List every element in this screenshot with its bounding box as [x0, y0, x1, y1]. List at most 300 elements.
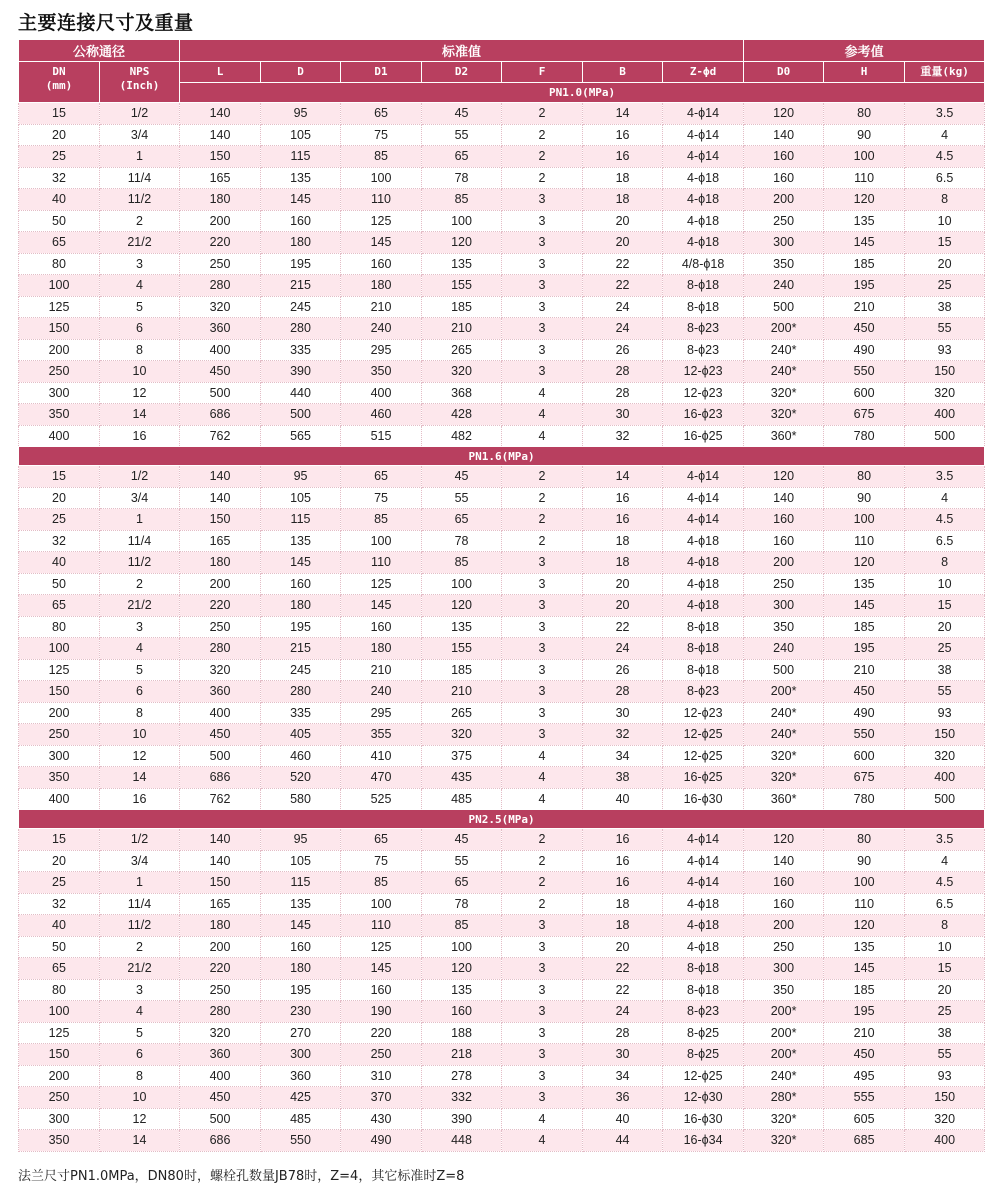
group-header-standard: 标准值: [180, 40, 744, 62]
table-cell: 160: [422, 1001, 502, 1023]
table-cell: 150: [180, 509, 261, 531]
table-cell: 78: [422, 530, 502, 552]
table-cell: 4-ϕ18: [663, 232, 744, 254]
table-cell: 16: [583, 850, 663, 872]
table-cell: 8-ϕ18: [663, 638, 744, 660]
table-body: [19, 103, 985, 1152]
table-cell: 430: [341, 1108, 422, 1130]
table-cell: 55: [905, 1044, 985, 1066]
table-cell: 38: [905, 1022, 985, 1044]
table-cell: 26: [583, 659, 663, 681]
table-cell: 500: [180, 1108, 261, 1130]
table-cell: 32: [19, 530, 100, 552]
column-header-dn-unit: (mm): [45, 79, 73, 92]
table-cell: 360: [261, 1065, 341, 1087]
table-cell: 240: [744, 638, 824, 660]
table-cell: 265: [422, 702, 502, 724]
table-cell: 150: [905, 1087, 985, 1109]
table-row: [19, 382, 985, 404]
table-cell: 600: [824, 745, 905, 767]
table-cell: 440: [261, 382, 341, 404]
table-cell: 675: [824, 404, 905, 426]
table-cell: 405: [261, 724, 341, 746]
table-cell: 15: [905, 595, 985, 617]
table-cell: 360: [180, 681, 261, 703]
table-cell: 8-ϕ18: [663, 616, 744, 638]
table-cell: 21/2: [100, 595, 180, 617]
table-row: [19, 702, 985, 724]
table-cell: 220: [180, 958, 261, 980]
table-cell: 320: [905, 745, 985, 767]
table-cell: 120: [422, 958, 502, 980]
table-cell: 320: [905, 382, 985, 404]
table-cell: 4-ϕ14: [663, 146, 744, 168]
table-cell: 185: [422, 296, 502, 318]
table-cell: 12: [100, 745, 180, 767]
table-cell: 6.5: [905, 167, 985, 189]
table-cell: 135: [824, 936, 905, 958]
table-cell: 80: [824, 829, 905, 851]
table-cell: 4: [502, 745, 583, 767]
column-header-l: L: [180, 62, 261, 83]
table-cell: 200*: [744, 1001, 824, 1023]
table-cell: 135: [261, 530, 341, 552]
table-cell: 580: [261, 788, 341, 810]
table-cell: 55: [905, 681, 985, 703]
table-cell: 4: [502, 788, 583, 810]
table-cell: 240: [341, 318, 422, 340]
table-cell: 195: [261, 616, 341, 638]
table-cell: 185: [824, 616, 905, 638]
table-cell: 210: [341, 296, 422, 318]
table-cell: 16-ϕ30: [663, 1108, 744, 1130]
table-cell: 762: [180, 788, 261, 810]
table-cell: 360*: [744, 425, 824, 447]
table-cell: 24: [583, 638, 663, 660]
table-cell: 30: [583, 702, 663, 724]
table-cell: 8: [100, 702, 180, 724]
table-cell: 240: [744, 275, 824, 297]
table-cell: 16-ϕ34: [663, 1130, 744, 1152]
table-cell: 10: [905, 573, 985, 595]
table-cell: 32: [19, 167, 100, 189]
table-cell: 8-ϕ25: [663, 1044, 744, 1066]
table-cell: 780: [824, 788, 905, 810]
pressure-section-label: PN1.0(MPa): [180, 83, 985, 103]
table-cell: 85: [341, 509, 422, 531]
table-cell: 45: [422, 829, 502, 851]
table-row: [19, 850, 985, 872]
table-cell: 220: [180, 232, 261, 254]
table-cell: 34: [583, 1065, 663, 1087]
table-cell: 3: [502, 616, 583, 638]
table-cell: 300: [744, 958, 824, 980]
table-cell: 50: [19, 573, 100, 595]
table-cell: 150: [180, 146, 261, 168]
table-cell: 55: [422, 850, 502, 872]
table-cell: 4.5: [905, 146, 985, 168]
table-cell: 105: [261, 124, 341, 146]
table-cell: 320: [180, 296, 261, 318]
table-cell: 28: [583, 1022, 663, 1044]
table-row: [19, 253, 985, 275]
table-cell: 4.5: [905, 509, 985, 531]
table-cell: 15: [19, 103, 100, 125]
table-cell: 400: [180, 339, 261, 361]
table-row: [19, 724, 985, 746]
table-cell: 350: [744, 979, 824, 1001]
table-cell: 565: [261, 425, 341, 447]
table-cell: 160: [341, 253, 422, 275]
table-cell: 100: [422, 936, 502, 958]
table-cell: 145: [824, 958, 905, 980]
column-header-z-phi-d: Z-ϕd: [663, 62, 744, 83]
table-cell: 2: [502, 146, 583, 168]
table-cell: 2: [100, 573, 180, 595]
table-cell: 185: [824, 979, 905, 1001]
table-cell: 55: [422, 124, 502, 146]
table-cell: 686: [180, 404, 261, 426]
table-row: [19, 1108, 985, 1130]
table-cell: 200: [180, 573, 261, 595]
table-cell: 12-ϕ23: [663, 702, 744, 724]
table-cell: 65: [422, 146, 502, 168]
table-row: [19, 232, 985, 254]
table-cell: 100: [824, 146, 905, 168]
table-cell: 4-ϕ14: [663, 124, 744, 146]
table-cell: 12-ϕ23: [663, 382, 744, 404]
table-cell: 3: [502, 253, 583, 275]
table-cell: 265: [422, 339, 502, 361]
table-cell: 18: [583, 552, 663, 574]
table-cell: 180: [341, 638, 422, 660]
table-cell: 100: [19, 275, 100, 297]
table-cell: 240*: [744, 702, 824, 724]
table-cell: 450: [180, 361, 261, 383]
table-row: [19, 745, 985, 767]
table-cell: 120: [422, 232, 502, 254]
table-cell: 490: [824, 339, 905, 361]
table-cell: 240*: [744, 724, 824, 746]
table-cell: 28: [583, 361, 663, 383]
table-cell: 240*: [744, 361, 824, 383]
table-cell: 220: [180, 595, 261, 617]
table-cell: 34: [583, 745, 663, 767]
table-cell: 500: [180, 382, 261, 404]
table-cell: 4-ϕ14: [663, 509, 744, 531]
table-cell: 125: [341, 936, 422, 958]
table-cell: 26: [583, 339, 663, 361]
table-cell: 145: [261, 915, 341, 937]
table-cell: 40: [19, 915, 100, 937]
table-cell: 16: [583, 872, 663, 894]
table-cell: 95: [261, 103, 341, 125]
table-row: [19, 425, 985, 447]
table-cell: 3: [502, 1087, 583, 1109]
group-header-row: [19, 40, 985, 62]
table-row: [19, 616, 985, 638]
table-cell: 400: [19, 788, 100, 810]
table-cell: 310: [341, 1065, 422, 1087]
table-cell: 3: [502, 979, 583, 1001]
table-cell: 65: [341, 466, 422, 488]
table-cell: 350: [744, 253, 824, 275]
table-cell: 140: [180, 850, 261, 872]
table-cell: 6.5: [905, 893, 985, 915]
table-cell: 195: [824, 638, 905, 660]
table-cell: 250: [341, 1044, 422, 1066]
table-cell: 3: [502, 702, 583, 724]
table-cell: 140: [180, 103, 261, 125]
table-cell: 32: [583, 425, 663, 447]
table-cell: 200: [19, 702, 100, 724]
table-cell: 21/2: [100, 232, 180, 254]
table-cell: 44: [583, 1130, 663, 1152]
table-cell: 320: [905, 1108, 985, 1130]
table-cell: 270: [261, 1022, 341, 1044]
table-cell: 250: [180, 979, 261, 1001]
table-cell: 3: [502, 936, 583, 958]
table-cell: 20: [905, 253, 985, 275]
table-cell: 200*: [744, 318, 824, 340]
table-cell: 135: [824, 573, 905, 595]
table-cell: 278: [422, 1065, 502, 1087]
table-cell: 6.5: [905, 530, 985, 552]
table-cell: 200*: [744, 1022, 824, 1044]
table-cell: 320*: [744, 1130, 824, 1152]
table-cell: 360: [180, 1044, 261, 1066]
table-cell: 180: [261, 232, 341, 254]
table-cell: 80: [19, 253, 100, 275]
table-cell: 450: [824, 1044, 905, 1066]
table-cell: 20: [19, 850, 100, 872]
table-row: [19, 659, 985, 681]
table-cell: 1: [100, 872, 180, 894]
table-cell: 360: [180, 318, 261, 340]
table-cell: 210: [341, 659, 422, 681]
table-cell: 375: [422, 745, 502, 767]
table-cell: 95: [261, 829, 341, 851]
table-cell: 4/8-ϕ18: [663, 253, 744, 275]
table-cell: 22: [583, 958, 663, 980]
table-row: [19, 103, 985, 125]
table-cell: 16-ϕ25: [663, 767, 744, 789]
table-cell: 320*: [744, 382, 824, 404]
table-cell: 4-ϕ18: [663, 573, 744, 595]
table-cell: 335: [261, 702, 341, 724]
table-cell: 4: [100, 1001, 180, 1023]
table-cell: 25: [905, 638, 985, 660]
table-cell: 100: [341, 893, 422, 915]
table-cell: 4-ϕ18: [663, 915, 744, 937]
table-cell: 3: [502, 573, 583, 595]
table-cell: 10: [100, 1087, 180, 1109]
table-cell: 110: [341, 552, 422, 574]
table-cell: 110: [824, 530, 905, 552]
table-cell: 1/2: [100, 466, 180, 488]
table-cell: 160: [744, 509, 824, 531]
table-cell: 135: [261, 167, 341, 189]
table-cell: 3/4: [100, 487, 180, 509]
table-cell: 2: [502, 530, 583, 552]
table-cell: 4-ϕ18: [663, 595, 744, 617]
table-cell: 16-ϕ23: [663, 404, 744, 426]
table-cell: 215: [261, 275, 341, 297]
table-cell: 25: [19, 872, 100, 894]
table-row: [19, 788, 985, 810]
table-cell: 4-ϕ18: [663, 189, 744, 211]
group-header-nominal: 公称通径: [19, 40, 180, 62]
table-cell: 320: [180, 659, 261, 681]
table-cell: 32: [583, 724, 663, 746]
table-cell: 125: [341, 573, 422, 595]
table-row: [19, 189, 985, 211]
table-cell: 140: [180, 466, 261, 488]
table-cell: 12-ϕ25: [663, 1065, 744, 1087]
table-cell: 25: [19, 509, 100, 531]
table-row: [19, 124, 985, 146]
table-cell: 11/2: [100, 189, 180, 211]
table-cell: 8: [905, 189, 985, 211]
table-cell: 190: [341, 1001, 422, 1023]
table-cell: 195: [824, 1001, 905, 1023]
table-cell: 3.5: [905, 103, 985, 125]
table-cell: 280: [180, 1001, 261, 1023]
table-cell: 1: [100, 509, 180, 531]
table-cell: 10: [100, 724, 180, 746]
table-cell: 120: [744, 466, 824, 488]
table-cell: 3: [502, 958, 583, 980]
table-cell: 24: [583, 318, 663, 340]
table-cell: 250: [744, 936, 824, 958]
table-cell: 200: [744, 189, 824, 211]
table-cell: 93: [905, 702, 985, 724]
table-cell: 500: [744, 296, 824, 318]
table-cell: 3/4: [100, 124, 180, 146]
table-cell: 65: [422, 509, 502, 531]
table-cell: 515: [341, 425, 422, 447]
table-cell: 2: [502, 487, 583, 509]
table-cell: 490: [341, 1130, 422, 1152]
table-cell: 3/4: [100, 850, 180, 872]
table-cell: 160: [261, 936, 341, 958]
table-cell: 120: [422, 595, 502, 617]
table-cell: 210: [422, 681, 502, 703]
table-cell: 75: [341, 850, 422, 872]
table-cell: 6: [100, 1044, 180, 1066]
table-cell: 8: [905, 552, 985, 574]
column-header-nps-unit: (Inch): [119, 79, 160, 92]
table-cell: 460: [341, 404, 422, 426]
table-cell: 448: [422, 1130, 502, 1152]
table-row: [19, 339, 985, 361]
table-cell: 350: [341, 361, 422, 383]
table-cell: 200: [180, 936, 261, 958]
table-cell: 245: [261, 659, 341, 681]
table-cell: 470: [341, 767, 422, 789]
table-cell: 12-ϕ25: [663, 745, 744, 767]
table-cell: 3: [502, 232, 583, 254]
table-cell: 4: [502, 425, 583, 447]
table-cell: 320: [422, 724, 502, 746]
table-row: [19, 1044, 985, 1066]
column-header-b: B: [583, 62, 663, 83]
table-cell: 18: [583, 530, 663, 552]
table-cell: 350: [19, 767, 100, 789]
table-cell: 485: [422, 788, 502, 810]
table-cell: 40: [19, 552, 100, 574]
table-cell: 15: [19, 829, 100, 851]
table-cell: 8-ϕ23: [663, 339, 744, 361]
column-header-nps: [100, 62, 180, 103]
table-cell: 65: [341, 829, 422, 851]
table-cell: 240*: [744, 1065, 824, 1087]
table-cell: 155: [422, 638, 502, 660]
table-cell: 3.5: [905, 466, 985, 488]
table-cell: 4: [905, 124, 985, 146]
table-cell: 4-ϕ18: [663, 530, 744, 552]
table-cell: 3: [502, 724, 583, 746]
table-cell: 200: [180, 210, 261, 232]
table-cell: 485: [261, 1108, 341, 1130]
table-cell: 3: [502, 1022, 583, 1044]
table-cell: 14: [100, 404, 180, 426]
table-cell: 335: [261, 339, 341, 361]
table-row: [19, 1065, 985, 1087]
table-cell: 85: [341, 872, 422, 894]
table-cell: 100: [422, 573, 502, 595]
table-cell: 120: [824, 915, 905, 937]
table-cell: 2: [502, 850, 583, 872]
table-cell: 220: [341, 1022, 422, 1044]
table-cell: 12: [100, 1108, 180, 1130]
table-cell: 200: [19, 339, 100, 361]
table-cell: 80: [19, 979, 100, 1001]
table-cell: 20: [583, 232, 663, 254]
table-row: [19, 509, 985, 531]
table-row: [19, 275, 985, 297]
table-cell: 11/2: [100, 552, 180, 574]
table-cell: 40: [583, 1108, 663, 1130]
table-cell: 4-ϕ14: [663, 487, 744, 509]
table-cell: 500: [261, 404, 341, 426]
table-cell: 218: [422, 1044, 502, 1066]
table-cell: 200*: [744, 1044, 824, 1066]
pressure-section-row: [19, 810, 985, 829]
table-cell: 145: [261, 189, 341, 211]
table-cell: 50: [19, 936, 100, 958]
table-cell: 355: [341, 724, 422, 746]
table-cell: 16: [583, 487, 663, 509]
table-cell: 280: [180, 638, 261, 660]
table-cell: 8-ϕ23: [663, 681, 744, 703]
column-header-f: F: [502, 62, 583, 83]
table-cell: 400: [905, 404, 985, 426]
table-cell: 3: [502, 552, 583, 574]
table-cell: 550: [824, 361, 905, 383]
table-cell: 500: [180, 745, 261, 767]
table-cell: 210: [824, 659, 905, 681]
table-cell: 12-ϕ23: [663, 361, 744, 383]
table-cell: 140: [180, 829, 261, 851]
table-cell: 280: [180, 275, 261, 297]
table-cell: 195: [261, 979, 341, 1001]
table-cell: 120: [824, 189, 905, 211]
table-cell: 100: [19, 638, 100, 660]
table-cell: 250: [19, 1087, 100, 1109]
table-cell: 390: [422, 1108, 502, 1130]
table-cell: 16: [100, 788, 180, 810]
